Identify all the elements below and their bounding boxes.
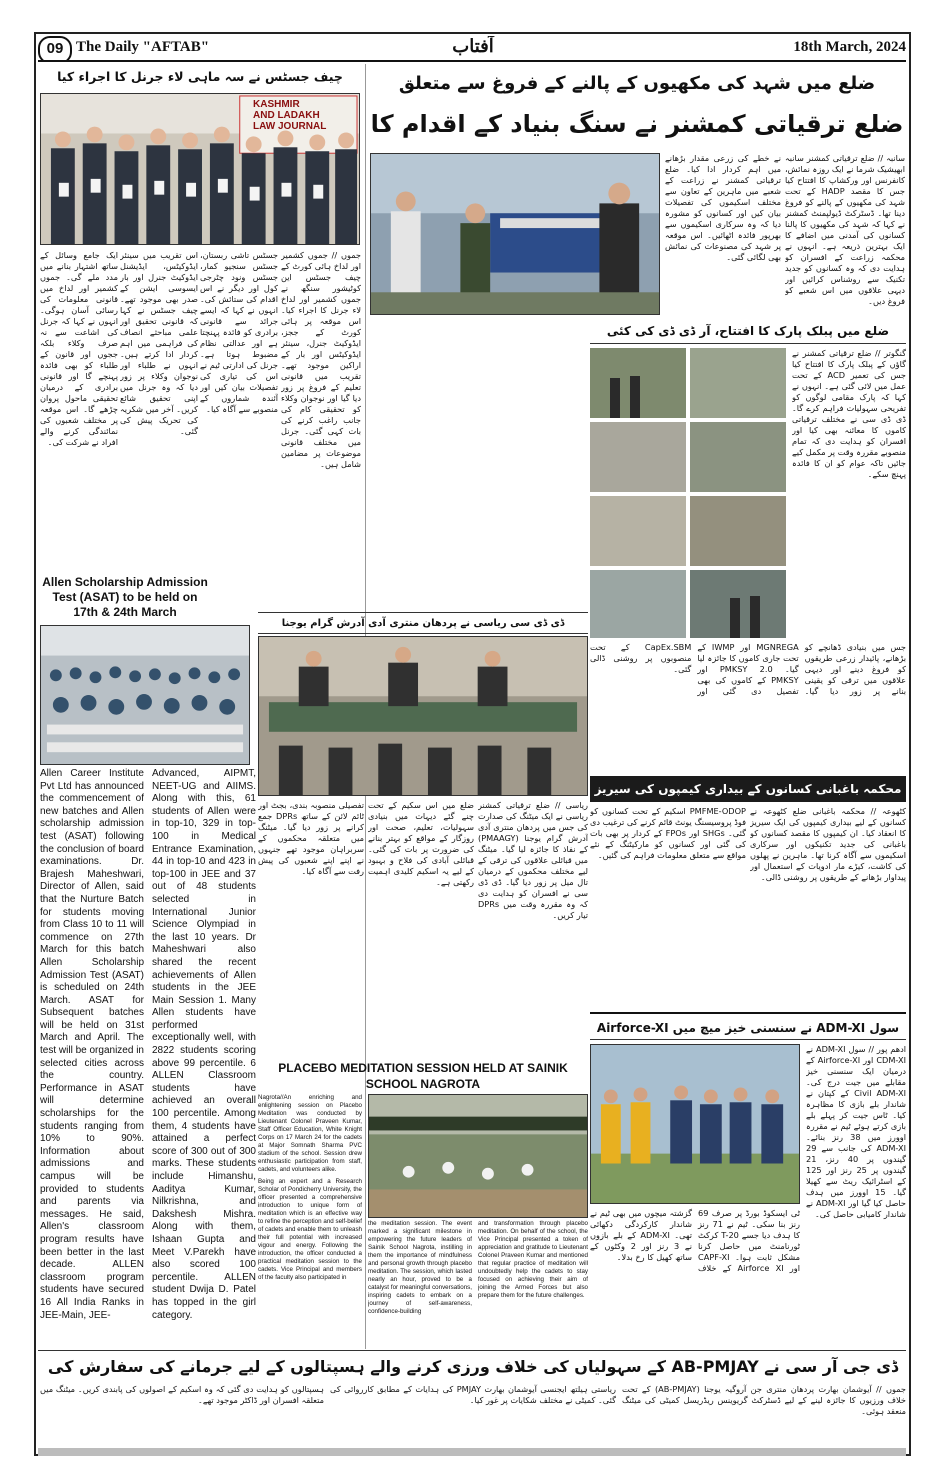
- park-photo-collage: [590, 348, 786, 638]
- banner-line-3: LAW JOURNAL: [253, 121, 327, 132]
- pmaagy-photo-image: [259, 637, 587, 795]
- pmaagy-col-right: ریاسی // ضلع ترقیاتی کمشنر ریاسی نے ایک میٹنگ کی صدارت کی جس میں پردھان منتری آدی آدرش گرام یوجنا (PMAAGY) کے نفاذ کا جائزہ لیا گیا۔ میٹنگ میں قبائلی علاقوں کی ترقی کے لیے مختلف محکموں کے درمیان تال میل پر زور دیا گیا۔ ڈی ڈی سی نے افسران کو ہدایت دی کہ وہ مقررہ وقت میں DPRs تیار کریں۔: [478, 800, 588, 920]
- bottom-col-left: ہسپتالوں کو ہدایت دی گئی کہ وہ اسکیم کے اصولوں کی پابندی کریں۔ میٹنگ میں متعلقہ افسران اور ڈاکٹر موجود تھے۔: [40, 1384, 324, 1405]
- banner-line-1: KASHMIR: [253, 99, 300, 110]
- paper-name: The Daily "AFTAB": [76, 39, 210, 55]
- bottom-col-right: جموں // آیوشمان بھارت پردھان منتری جن آروگیہ یوجنا (AB-PMJAY) کے تحت خلاف ورزیوں کا جائزہ لینے کے لیے ڈسٹرکٹ گریوینس ریڈریسل کمیٹی کی میٹنگ منعقد ہوئی۔: [622, 1384, 906, 1416]
- allen-col-1: Allen Career Institute Pvt Ltd has announced the commencement of new batches and Allen scholarship admission test (ASAT) following the conclusion of board examinations. Dr. Brajesh Maheshwari, Director of Allen, said that the Nurture Batch for students moving from Class 10 to 11 will commence on 27th March for this batch Allen Scholarship Admission Test (ASAT) is scheduled on 24th March. ASAT for Subsequent batches will be held on 31st March and April. The test will be organized in selected cities across the country. Performance in ASAT will determine scholarships for the students ranging from 10% to 90%. Information about admissions and campus will be provided to students and parents via messages. He said, Allen's classroom program results have been better in the last decade. ALLEN classroom program students have secured 16 All India Ranks in JEE-Main, JEE-: [40, 768, 144, 1321]
- allen-photo-image: [41, 626, 249, 764]
- paper-logo: آفتاب: [452, 36, 494, 57]
- pmaagy-col-left: تفصیلی منصوبہ بندی، بجٹ اور ٹائم لائن کے ساتھ DPRs جمع کرانے پر زور دیا گیا۔ میٹنگ میں متعلقہ محکموں کے سربراہان موجود تھے جنہوں نے اپنے اپنے شعبوں کی پیش رفت سے آگاہ کیا۔: [258, 800, 364, 876]
- park-col-left: جس میں بنیادی ڈھانچے کو بڑھانے، پائیدار زرعی طریقوں کو فروغ دینے اور دیہی علاقوں میں ترقی کو یقینی بنانے پر زور دیا گیا۔ MGNREGA اور IWMP کے تحت جاری کاموں کا جائزہ لیا گیا۔ PMKSY 2.0 اور PMKSY کے کاموں کی بھی تفصیل دی گئی اور CapEx.SBM کے تحت منصوبوں پر روشنی ڈالی گئی۔: [590, 642, 906, 696]
- law-journal-col-1: جموں // جموں کشمیر اور لداخ ہائی کورٹ کے چیف جسٹس این کوٹیشور سنگھ نے جموں کشمیر اور لداخ لاء جرنل کا اجراء کیا۔ اس موقعہ پر ہائی کورٹ کے ججز، ایڈوکیٹ جنرل، سینئر ایڈوکیٹس اور بار کے اراکین موجود تھے۔ تقریب میں قانونی تعلیم کے فروغ پر زور دیا گیا اور نوجوان وکلاء کو تحقیقی کام کی جانب راغب کرنے کی بات کہی گئی۔ جرنل میں مختلف قانونی موضوعات پر مضامین شامل ہیں۔: [281, 250, 361, 469]
- banner-line-2: AND LADAKH: [253, 110, 320, 121]
- page-number: 09: [38, 36, 72, 62]
- law-journal-headline: چیف جسٹس نے سہ ماہی لاء جرنل کا اجراء کیا: [57, 69, 343, 84]
- placebo-col-1a: Nagrota//An enriching and enlightening session on Placebo Meditation was conducted by Lieutenant Colonel Praveen Kumar, Staff Officer Education, White Knight Corps on 17 March 24 for the cadets at Major Somnath Sharma PVC stadium of the school. Session drew enthusiastic participation from staff, cadets, and volunteers alike.: [258, 1094, 362, 1173]
- placebo-headline: PLACEBO MEDITATION SESSION HELD AT SAINIK SCHOOL NAGROTA: [278, 1061, 568, 1091]
- page-header: [38, 36, 906, 62]
- law-journal-col-3: اس تقریب میں سینئر ایڈوکیٹس، ایڈیشنل ایڈوکیٹ جنرل اور بار ایسوسی ایشن کے صدر بھی موجود تھے۔ چیف جسٹس نے کہا کہ قانونی تحقیق اور علمی مباحثے انصاف کی فراہمی میں اہم کردار ادا کرتے ہیں۔ انہوں نے طلباء اور نوجوان وکلاء پر زور دیا کہ وہ جرنل میں اپنی تحقیق شائع کریں۔ آخر میں شکریہ کی تحریک پیش کی گئی۔: [120, 250, 198, 436]
- cricket-headline: سول ADM-XI نے سنسنی خیز میچ میں Airforce-XI: [590, 1012, 906, 1040]
- bottom-divider: [38, 1350, 906, 1351]
- honeybee-col-mid: نے خطے کی زرعی مقدار بڑھانے میں اہم کردار ادا کیا۔ ضلع ترقیاتی کمشنر نے زراعت کے شعبے میں ماہرین کے تعاون سے مختلف اسکیموں کی تفصیلات بیان کیں اور کسانوں کو مشورہ دیا کہ وہ سرکاری اسکیموں سے بھرپور فائدہ اٹھائیں۔ اس موقعہ پر شہد کی مصنوعات کی نمائش بھی لگائی گئی۔: [665, 153, 781, 262]
- park-headline: ضلع میں پبلک پارک کا افتتاح، آر ڈی ڈی کی کئی: [590, 318, 906, 344]
- cricket-col-left: ٹی ایسکوڈ بورڈ پر صرف 69 رنز بنا سکی۔ ٹیم نے 71 رنز کا ہدف دیا جسے T-20 کرکٹ ٹورنامنٹ میں حاصل کرنا مشکل ثابت ہوا۔ CAPF-XI اور Airforce XI کے خلاف گزشتہ میچوں میں بھی ٹیم نے شاندار کارکردگی دکھائی تھی۔ ADM-XI کے بلے بازوں نے 3 رنز اور 2 وکٹوں کے ساتھ کھیل کا رخ بدلا۔: [590, 1208, 800, 1273]
- cricket-photo: [590, 1044, 800, 1204]
- law-journal-col-2: جسٹس تاشی ربستان، جسٹس سنجیو کمار، جسٹس ونود چٹرجی کول اور دیگر نے اس اقدام کی ستائش کی۔ انہوں نے کہا کہ ایسے جرائد سے قانونی برادری کو فائدہ پہنچتا ہے اور عدالتی نظام مضبوط ہوتا ہے۔ جرنل کی ادارتی ٹیم نے اس کی تیاری کی تفصیلات بیان کیں اور آئندہ شماروں کے منصوبے سے آگاہ کیا۔: [200, 250, 278, 414]
- placebo-photo: [368, 1094, 588, 1218]
- honeybee-headline-1: ضلع میں شہد کی مکھیوں کے پالنے کے فروغ سے متعلق: [398, 73, 876, 94]
- law-journal-banner: [253, 99, 353, 143]
- pmaagy-headline: ڈی ڈی سی ریاسی نے پردھان منتری آدی آدرش گرام یوجنا: [258, 612, 588, 634]
- issue-date: 18th March, 2024: [793, 39, 906, 55]
- awareness-headline: محکمہ باغبانی کسانوں کے بیداری کیمپوں کی سیریز: [590, 776, 906, 802]
- placebo-photo-image: [369, 1095, 587, 1217]
- awareness-col-left: PMFME-ODOP اسکیم کے تحت کسانوں کو فوڈ پروسیسنگ یونٹ قائم کرنے کی ترغیب دی گئی۔ SHGs اور FPOs کے کردار پر بھی بات کی گئی اور کسانوں کو مارکیٹنگ کے نئے مواقع سے متعلق معلومات فراہم کی گئیں۔: [590, 806, 746, 860]
- footer-bar: [38, 1448, 906, 1456]
- honeybee-photo: [370, 153, 660, 315]
- park-col-right: گنگوتر // ضلع ترقیاتی کمشنر نے گاؤں کے پبلک پارک کا افتتاح کیا جس کی تعمیر ACD کے تحت عمل میں لائی گئی ہے۔ انہوں نے کہا کہ پارک مقامی لوگوں کو تفریحی سہولیات فراہم کرے گا۔ ڈی ڈی سی نے مختلف ترقیاتی کاموں کا معائنہ بھی کیا اور افسران کو ہدایت دی کہ تمام منصوبے مقررہ وقت پر مکمل کیے جائیں تاکہ عوام کو ان کا فائدہ پہنچ سکے۔: [792, 348, 906, 479]
- cricket-col-right: ادھم پور // سول ADM-XI نے CDM-XI اور Airforce-XI کے درمیان ایک سنسنی خیز مقابلے میں جیت درج کی۔ Civil ADM-XI کے کپتان نے شاندار بلے بازی کا مظاہرہ کیا۔ ٹاس جیت کر پہلے بلے بازی کرتے ہوئے ٹیم نے مقررہ اوورز میں 38 رنز بنائے۔ ADM-XI کی جانب سے 29 گیندوں پر 40 رنز، 21 گیندوں پر 25 رنز اور 125 کے اسٹرائیک ریٹ سے کھیلا گیا۔ 15 اوورز میں ہدف حاصل کیا گیا اور ADM-XI نے شاندار کامیابی حاصل کی۔: [806, 1044, 906, 1219]
- pmaagy-photo: [258, 636, 588, 796]
- allen-col-2: Advanced, AIPMT, NEET-UG and AIIMS. Along with this, 61 students of Allen were in top-10, 329 in top-100 in Medical Entrance Examination, 44 in top-10 and 423 in top-100 in JEE and 37 out of 48 students selected in International Junior Science Olympiad in the last 10 years. Dr Maheshwari also shared the recent achievements of Allen students in the JEE Main Session 1. Many Allen students have performed exceptionally well, with 2822 students scoring above 99 percentile. 6 ALLEN Classroom students have achieved an overall 100 percentile. Among them, 4 students have attained a perfect score of 300 out of 300 marks. These students include Himanshu, Aaditya Kumar, Nilkrishna, and Dakshesh Mishra. Along with them, Ishaan Gupta and Meet V.Parekh have also scored 100 percentile. ALLEN student Dwija D. Patel has topped in the girl category.: [152, 768, 256, 1321]
- placebo-col-1: [258, 1094, 362, 1334]
- cricket-photo-image: [591, 1045, 799, 1203]
- placebo-col-1b: Being an expert and a Research Scholar of Pondicherry University, the officer presented a comprehensive introduction to unique form of meditation which is an effective way to refine the perception and self-belief of cadets and enable them to unleash their full potential with increased vigour and energy. Following the introduction, the officer conducted a practical meditation session to the cadets. Vice Principal and members of the faculty also participated in: [258, 1178, 362, 1281]
- honeybee-photo-image: [371, 154, 659, 314]
- honeybee-col-right: سانبہ // ضلع ترقیاتی کمشنر سانبہ ابھیشیک شرما نے ایک روزہ نمائش، کانفرنس اور ورکشاپ کا افتتاح کیا جس کا مقصد HADP کے تحت شہد کی مکھیوں کے پالنے کو فروغ دینا تھا۔ ڈسٹرکٹ ڈیولپمنٹ کمشنر نے کہا کہ شہد کی مکھیوں کا پالنا کسانوں کی آمدنی میں اضافے کا ایک بہترین ذریعہ ہے۔ انہوں نے محکمہ زراعت کے افسران کو ہدایت دی کہ وہ کسانوں کو جدید تکنیک سے روشناس کرائیں اور دیہی علاقوں میں اس شعبے کو فروغ دیں۔: [785, 153, 905, 306]
- allen-headline: Allen Scholarship Admission Test (ASAT) to be held on 17th & 24th March: [42, 575, 208, 619]
- park-collage-image: [590, 348, 786, 638]
- law-journal-col-4: ایک جامع وسائل کے ساتھ اشتہار بنانے میں مدد ملے گی۔ جموں کشمیر اور لداخ میں قانونی معلومات کی رسائی آسان ہوگی۔ انہوں نے کہا کہ جرنل کی اشاعت سے نہ صرف وکلاء بلکہ ججوں اور قانون کے طلباء کو بھی فائدہ پہنچے گا اور قانونی برادری کے درمیان تحقیقی ماحول پروان چڑھے گا۔ اس موقعہ پر مختلف شعبوں کی نمائندگی کرنے والے افراد نے شرکت کی۔: [40, 250, 118, 447]
- bottom-headline: ڈی جی آر سی نے AB-PMJAY کے سہولیاں کی خلاف ورزی کرنے والے ہسپتالوں کے لیے جرمانے کی سفارش کی: [47, 1357, 899, 1376]
- law-journal-photo: [40, 93, 360, 245]
- bottom-col-mid: ریاستی ہیلتھ ایجنسی آیوشمان بھارت PMJAY کی ہدایات کے مطابق کارروائی کی گئی۔ کمیٹی نے مختلف شکایات پر غور کیا۔: [330, 1384, 616, 1405]
- placebo-col-3: and transformation through placebo meditation. On behalf of the school, the Vice Principal presented a token of appreciation and gratitude to Lieutenant Colonel Praveen Kumar and mentioned that regular practice of meditation will undoubtedly help the cadets to stay focused on achieving their aim of joining the Armed Forces but also prepare them for the future challenges.: [478, 1220, 588, 1299]
- honeybee-headline-2: ضلع ترقیاتی کمشنر نے سنگ بنیاد کے اقدام کا: [370, 110, 904, 138]
- placebo-col-2: the meditation session. The event marked a significant milestone in empowering the future leaders of Sainik School Nagrota, instilling in them the importance of mindfulness and personal growth through placebo meditation. The session, which lasted nearly an hour, proved to be a catalyst for meaningful conversations, inspiring cadets to embark on a journey of self-awareness, confidence-building: [368, 1220, 472, 1315]
- allen-photo: [40, 625, 250, 765]
- pmaagy-col-mid: ضلع میں اس سکیم کے تحت چنے گئے دیہات میں بنیادی سہولیات، تعلیم، صحت اور روزگار کے مواقع کو بہتر بنانے کی ضرورت پر بات کی گئی۔ قبائلی آبادی کی فلاح و بہبود کے لیے یہ اسکیم کلیدی اہمیت رکھتی ہے۔: [368, 800, 474, 887]
- awareness-col-right: کٹھوعہ // محکمہ باغبانی ضلع کٹھوعہ نے کسانوں کے لیے بیداری کیمپوں کی ایک سیریز کا انعقاد کیا۔ ان کیمپوں کا مقصد کسانوں کو باغبانی کی جدید تکنیکوں اور سرکاری اسکیموں سے آگاہ کرنا تھا۔ ماہرین نے پھلوں کی کاشت، کیڑے مار ادویات کے استعمال اور پیداوار بڑھانے کے طریقوں پر روشنی ڈالی۔: [750, 806, 906, 882]
